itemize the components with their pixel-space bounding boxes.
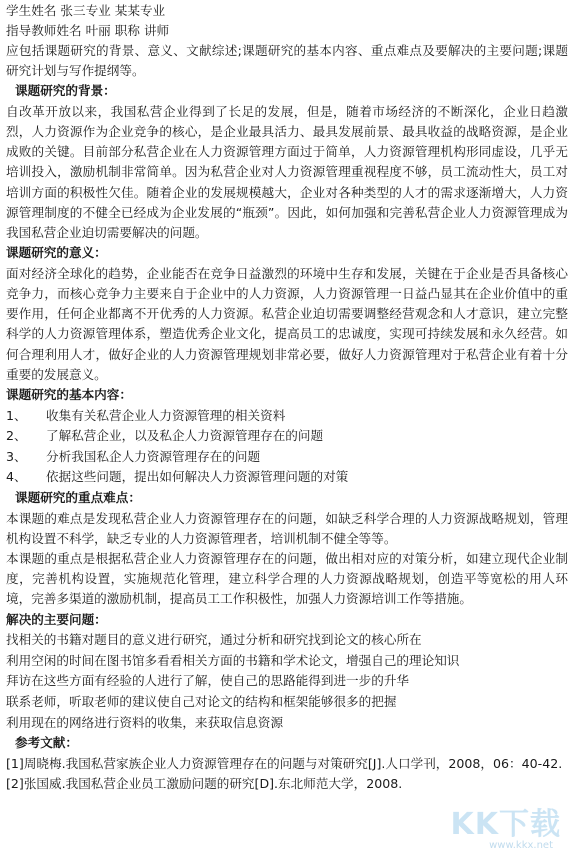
reference-item: [2]张国威.我国私营企业员工激励问题的研究[D].东北师范大学，2008. (6, 776, 403, 792)
significance-text: 面对经济全球化的趋势，企业能否在竞争日益激烈的环境中生存和发展，关键在于企业是否具备核心竞争力，而核心竞争力主要来自于企业中的人力资源，人力资源管理一日益凸显其在企业价值中的重要作用，任何企业都离不开优秀的人力资源。私营企业迫切需要调整经营观念和人才意识，建立完整科学的人力资源管理体系，塑造优秀企业文化，提高员工的忠诚度，实现可持续发展和永久经营。如何合理利用人才，做好企业的人力资源管理规划非常必要，做好人力资源管理对于私营企业有着十分重要的发展意义。 (6, 265, 568, 382)
content-heading: 课题研究的基本内容： (6, 387, 132, 403)
background-heading: 课题研究的背景： (15, 83, 116, 99)
key-points-text: 本课题的重点是根据私营企业人力资源管理存在的问题，做出相对应的对策分析，如建立现代企业制度，完善机构设置，实施规范化管理，建立科学合理的人力资源战略规划，创造平等宽松的用人环境，完善多渠道的激励机制，提高员工工作积极性，加强人力资源培训工作等措施。 (6, 551, 568, 607)
problems-heading: 解决的主要问题： (6, 611, 107, 627)
problem-item: 找相关的书籍对题目的意义进行研究，通过分析和研究找到论文的核心所在 (6, 632, 422, 648)
significance-heading: 课题研究的意义： (6, 245, 107, 261)
watermark-logo-text: KK下载 (450, 807, 561, 842)
background-text: 自改革开放以来，我国私营企业得到了长足的发展，但是，随着市场经济的不断深化，企业日趋激烈，人力资源作为企业竞争的核心，是企业最具活力、最具发展前景、最具收益的战略资源，是企业成败的关键。目前部分私营企业在人力资源管理方面过于简单，人力资源管理机构形同虚设，几乎无培训投入，激励机制非常简单。因为私营企业对人力资源管理重视程度不够，员工流动性大，员工对培训方面的积极性欠佳。随着企业的发展规模越大，企业对各种类型的人才的需求逐渐增大，人力资源管理制度的不健全已经成为企业发展的“瓶颈”。因此，如何加强和完善私营企业人力资源管理成为我国私营企业迫切需要解决的问题。 (6, 103, 568, 241)
difficulties-text: 本课题的难点是发现私营企业人力资源管理存在的问题，如缺乏科学合理的人力资源战略规划，管理机构设置不科学，缺乏专业的人力资源管理者，培训机制不健全等等。 (6, 510, 568, 546)
reference-item: [1]周晓梅.我国私营家族企业人力资源管理存在的问题与对策研究[J].人口学刊，2008，06：40-42. (6, 755, 563, 771)
site-watermark (449, 799, 567, 851)
watermark-url: www.kkx.net (489, 840, 553, 851)
content-item: 4、 依据这些问题，提出如何解决人力资源管理问题的对策 (6, 469, 349, 485)
content-item: 2、 了解私营企业，以及私企人力资源管理存在的问题 (6, 428, 324, 444)
problem-item: 联系老师，听取老师的建议使自己对论文的结构和框架能够很多的把握 (6, 694, 397, 709)
problem-item: 拜访在这些方面有经验的人进行了解，使自己的思路能得到进一步的升华 (6, 673, 409, 689)
student-info: 学生姓名 张三专业 某某专业 (6, 3, 166, 18)
difficulties-heading: 课题研究的重点难点： (15, 490, 141, 506)
references-heading: 参考文献： (15, 735, 78, 751)
document-body (6, 1, 568, 795)
advisor-info: 指导教师姓名 叶丽 职称 讲师 (6, 22, 170, 38)
content-item: 3、 分析我国私企人力资源管理存在的问题 (6, 448, 261, 464)
problem-item: 利用现在的网络进行资料的收集，来获取信息资源 (6, 714, 284, 730)
intro-text: 应包括课题研究的背景、意义、文献综述;课题研究的基本内容、重点难点及要解决的主要问题;课题研究计划与写作提纲等。 (6, 42, 568, 79)
problem-item: 利用空闲的时间在图书馆多看看相关方面的书籍和学术论文，增强自己的理论知识 (6, 652, 460, 668)
content-item: 1、 收集有关私营企业人力资源管理的相关资料 (6, 407, 286, 423)
